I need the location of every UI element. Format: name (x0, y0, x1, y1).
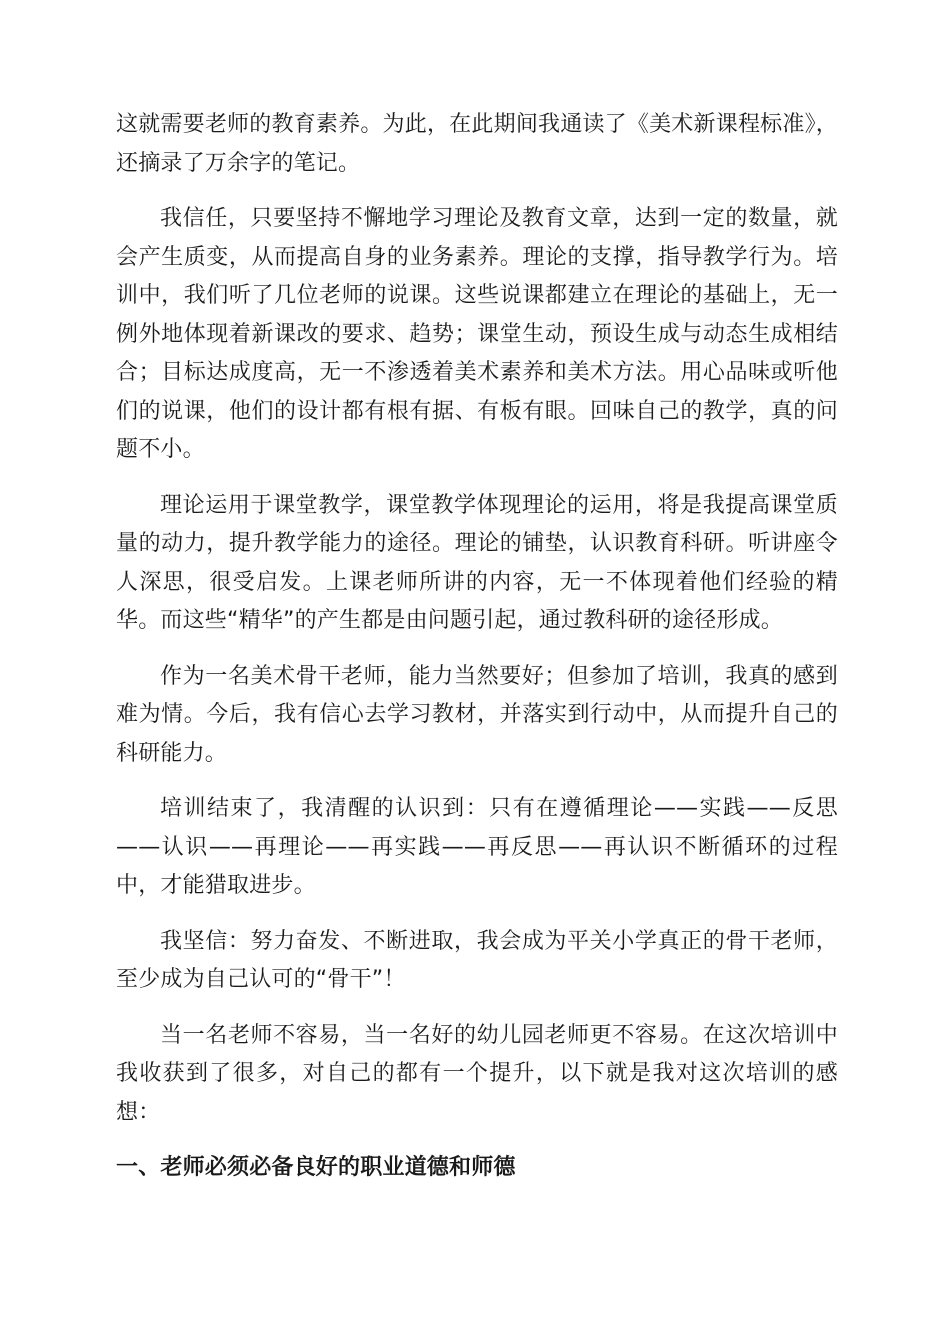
paragraph-training-end: 培训结束了，我清醒的认识到：只有在遵循理论——实践——反思——认识——再理论——再实践——再反思——再认识不断循环的过程中，才能猎取进步。 (116, 796, 838, 898)
paragraph-backbone-teacher: 作为一名美术骨干老师，能力当然要好；但参加了培训，我真的感到难为情。今后，我有信心去学习教材，并落实到行动中，从而提升自己的科研能力。 (116, 663, 838, 766)
paragraph-kindergarten-teacher: 当一名老师不容易，当一名好的幼儿园老师更不容易。在这次培训中我收获到了很多，对自己的都有一个提升，以下就是我对这次培训的感想： (116, 1022, 838, 1125)
paragraph-theory-application: 理论运用于课堂教学，课堂教学体现理论的运用，将是我提高课堂质量的动力，提升教学能力的途径。理论的铺垫，认识教育科研。听讲座令人深思，很受启发。上课老师所讲的内容，无一不体现着他们经验的精华。而这些“精华”的产生都是由问题引起，通过教科研的途径形成。 (116, 492, 838, 633)
paragraph-theory-study: 我信任，只要坚持不懈地学习理论及教育文章，达到一定的数量，就会产生质变，从而提高自身的业务素养。理论的支撑，指导教学行为。培训中，我们听了几位老师的说课。这些说课都建立在理论的基础上，无一例外地体现着新课改的要求、趋势；课堂生动，预设生成与动态生成相结合；目标达成度高，无一不渗透着美术素养和美术方法。用心品味或听他们的说课，他们的设计都有根有据、有板有眼。回味自己的教学，真的问题不小。 (116, 206, 838, 462)
paragraph-continuation: 这就需要老师的教育素养。为此，在此期间我通读了《美术新课程标准》，还摘录了万余字的笔记。 (116, 112, 838, 176)
section-heading: 一、老师必须必备良好的职业道德和师德 (116, 1155, 516, 1180)
paragraph-belief: 我坚信：努力奋发、不断进取，我会成为平关小学真正的骨干老师，至少成为自己认可的“骨干”！ (116, 928, 838, 992)
document-body (116, 106, 838, 1188)
